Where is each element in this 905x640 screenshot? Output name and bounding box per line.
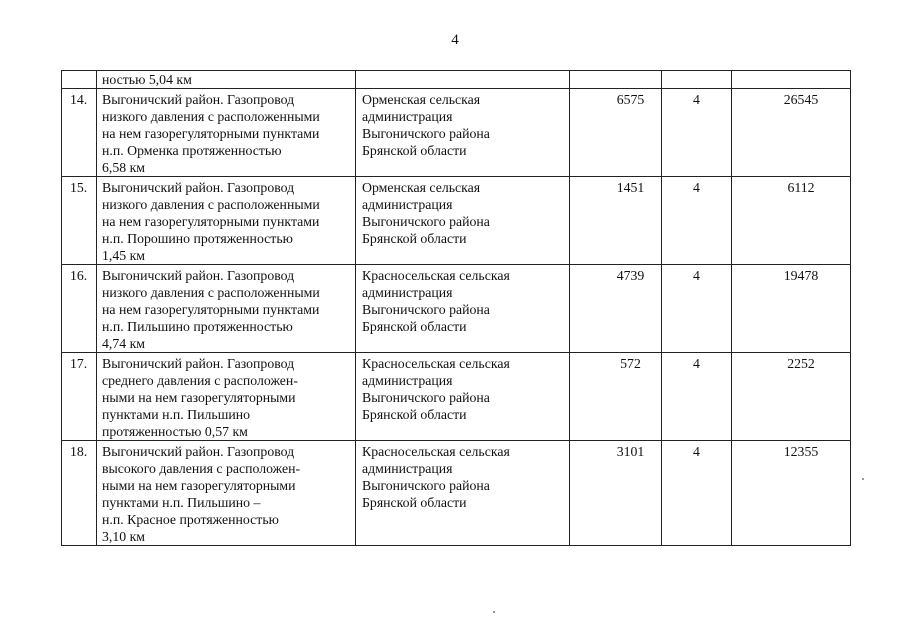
row-number-cell <box>62 71 97 89</box>
category-cell: 4 <box>662 89 732 177</box>
value-cell: 2252 <box>732 353 851 441</box>
row-number-cell: 18. <box>62 441 97 546</box>
value-cell <box>732 71 851 89</box>
description-cell: Выгоничский район. Газопровод высокого давления с расположен- ными на нем газорегуляторными пунктами н.п. Пильшино – н.п. Красное протяженностью 3,10 км <box>97 441 356 546</box>
description-cell: Выгоничский район. Газопровод низкого давления с расположенными на нем газорегуляторными пунктами н.п. Орменка протяженностью 6,58 км <box>97 89 356 177</box>
length-cell: 6575 <box>570 89 662 177</box>
value-cell: 26545 <box>732 89 851 177</box>
administration-cell: Орменская сельская администрация Выгоничского района Брянской области <box>356 177 570 265</box>
category-cell: 4 <box>662 441 732 546</box>
length-cell: 1451 <box>570 177 662 265</box>
administration-cell: Красносельская сельская администрация Выгоничского района Брянской области <box>356 353 570 441</box>
table-row <box>62 177 851 265</box>
table-row <box>62 353 851 441</box>
category-cell: 4 <box>662 265 732 353</box>
category-cell: 4 <box>662 177 732 265</box>
length-cell <box>570 71 662 89</box>
row-number-cell: 16. <box>62 265 97 353</box>
row-number-cell: 17. <box>62 353 97 441</box>
category-cell: 4 <box>662 353 732 441</box>
description-cell: ностью 5,04 км <box>97 71 356 89</box>
description-cell: Выгоничский район. Газопровод низкого давления с расположенными на нем газорегуляторными пунктами н.п. Порошино протяженностью 1,45 км <box>97 177 356 265</box>
page-number: 4 <box>451 32 459 48</box>
description-cell: Выгоничский район. Газопровод низкого давления с расположенными на нем газорегуляторными пунктами н.п. Пильшино протяженностью 4,74 км <box>97 265 356 353</box>
scan-speck <box>493 611 495 613</box>
administration-cell: Красносельская сельская администрация Выгоничского района Брянской области <box>356 441 570 546</box>
value-cell: 6112 <box>732 177 851 265</box>
table-row-continuation <box>62 71 851 89</box>
length-cell: 3101 <box>570 441 662 546</box>
administration-cell <box>356 71 570 89</box>
scan-speck <box>862 478 864 480</box>
value-cell: 19478 <box>732 265 851 353</box>
row-number-cell: 14. <box>62 89 97 177</box>
length-cell: 572 <box>570 353 662 441</box>
category-cell <box>662 71 732 89</box>
table-row <box>62 441 851 546</box>
row-number-cell: 15. <box>62 177 97 265</box>
length-cell: 4739 <box>570 265 662 353</box>
table-row <box>62 265 851 353</box>
administration-cell: Красносельская сельская администрация Выгоничского района Брянской области <box>356 265 570 353</box>
description-cell: Выгоничский район. Газопровод среднего давления с расположен- ными на нем газорегуляторными пунктами н.п. Пильшино протяженностью 0,57 км <box>97 353 356 441</box>
table-row <box>62 89 851 177</box>
value-cell: 12355 <box>732 441 851 546</box>
administration-cell: Орменская сельская администрация Выгоничского района Брянской области <box>356 89 570 177</box>
gas-pipeline-table <box>61 70 851 546</box>
